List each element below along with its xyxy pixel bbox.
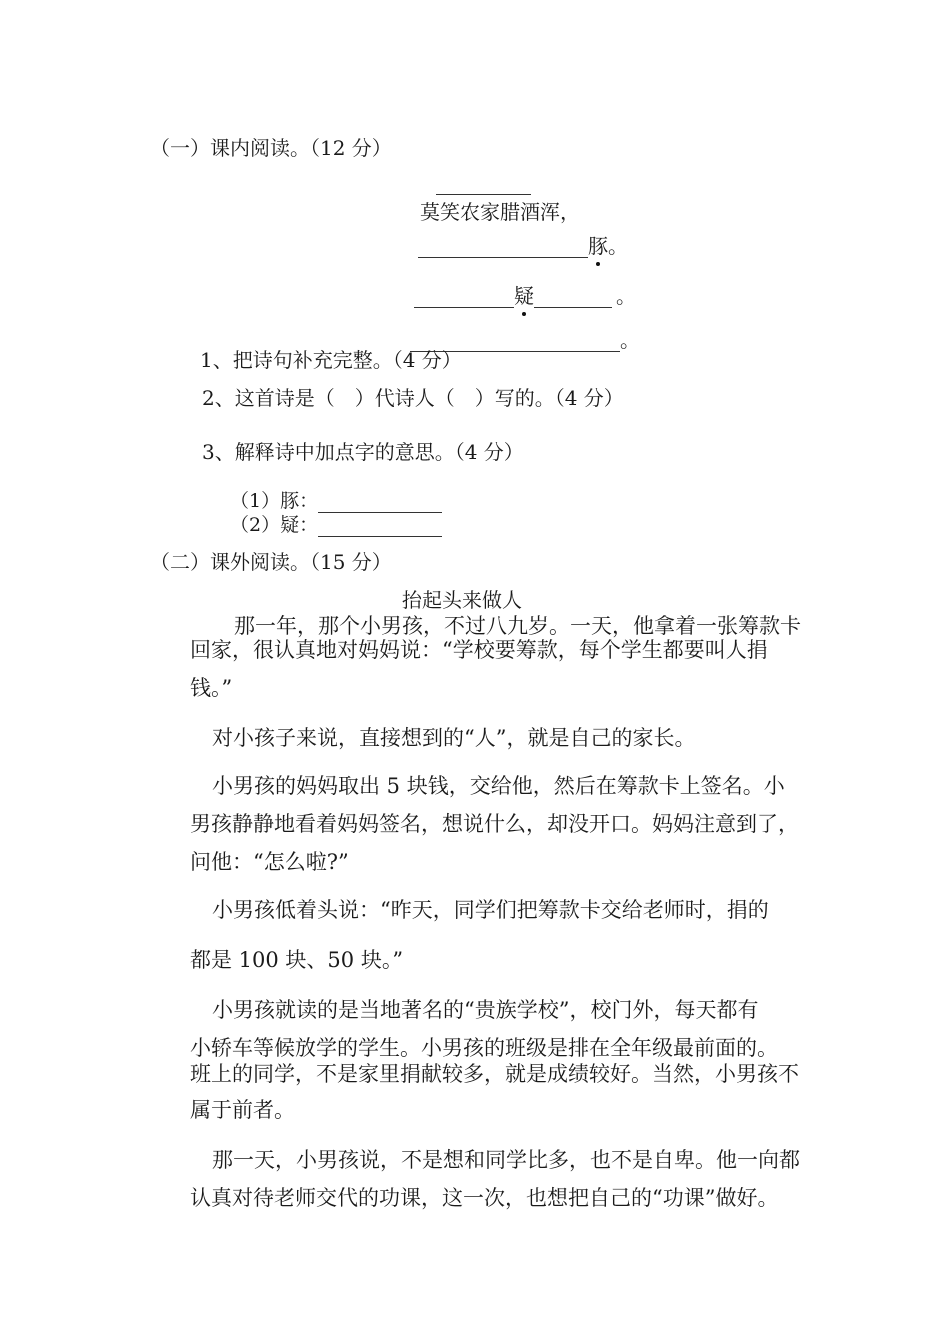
para1-line3: 钱。”: [190, 676, 233, 700]
poem-line2: 莫笑农家腊酒浑，: [420, 200, 580, 224]
poem-line5-end: 。: [620, 328, 640, 352]
dotted-char-yi: 疑: [514, 284, 534, 308]
poem-line4-end: 。: [616, 284, 636, 308]
para3-line2: 男孩静静地看着妈妈签名，想说什么，却没开口。妈妈注意到了，: [190, 812, 799, 836]
para5-line2: 小轿车等候放学的学生。小男孩的班级是排在全年级最前面的。: [190, 1036, 778, 1060]
para5-line4: 属于前者。: [190, 1098, 295, 1122]
dotted-char-tun: 豚: [588, 234, 608, 258]
poem-blank-line1[interactable]: [436, 194, 531, 195]
para1-line1: 那一年，那个小男孩，不过八九岁。一天，他拿着一张筹款卡: [234, 614, 801, 638]
para3-line1: 小男孩的妈妈取出 5 块钱，交给他，然后在筹款卡上签名。小: [212, 774, 785, 798]
question-3-1: [230, 490, 442, 513]
question-3-2: [230, 514, 442, 537]
section1-heading: （一）课内阅读。（12 分）: [150, 136, 392, 160]
para1-line2: 回家，很认真地对妈妈说：“学校要筹款，每个学生都要叫人捐: [190, 638, 768, 662]
question-1: 1、把诗句补充完整。（4 分）: [200, 348, 462, 372]
para4-line2: 都是 100 块、50 块。”: [190, 948, 404, 972]
section2-heading: （二）课外阅读。（15 分）: [150, 550, 392, 574]
para3-line3: 问他：“怎么啦?”: [190, 850, 349, 874]
article-title: 抬起头来做人: [402, 588, 522, 612]
para5-line3: 班上的同学，不是家里捐献较多，就是成绩较好。当然，小男孩不: [190, 1062, 799, 1086]
para2-line1: 对小孩子来说，直接想到的“人”，就是自己的家长。: [212, 726, 696, 750]
para4-line1: 小男孩低着头说：“昨天，同学们把筹款卡交给老师时，捐的: [212, 898, 769, 922]
poem-blank-line3[interactable]: [418, 235, 588, 258]
poem-blank-line4b[interactable]: [534, 285, 612, 308]
question-3-1-label: （1）豚：: [230, 490, 319, 512]
poem-blank-line4a[interactable]: [414, 285, 514, 308]
poem-line3: [418, 234, 628, 258]
question-3: 3、解释诗中加点字的意思。（4 分）: [202, 440, 524, 464]
poem-line3-end: 。: [608, 234, 628, 258]
para5-line1: 小男孩就读的是当地著名的“贵族学校”，校门外，每天都有: [212, 998, 759, 1022]
answer-blank-3-1[interactable]: [318, 494, 442, 513]
para6-line1: 那一天，小男孩说，不是想和同学比多，也不是自卑。他一向都: [212, 1148, 800, 1172]
answer-blank-3-2[interactable]: [318, 518, 442, 537]
question-2: 2、这首诗是（ ）代诗人（ ）写的。（4 分）: [202, 386, 624, 410]
para6-line2: 认真对待老师交代的功课，这一次，也想把自己的“功课”做好。: [190, 1186, 779, 1210]
question-3-2-label: （2）疑：: [230, 514, 319, 536]
poem-line4: [414, 284, 636, 308]
